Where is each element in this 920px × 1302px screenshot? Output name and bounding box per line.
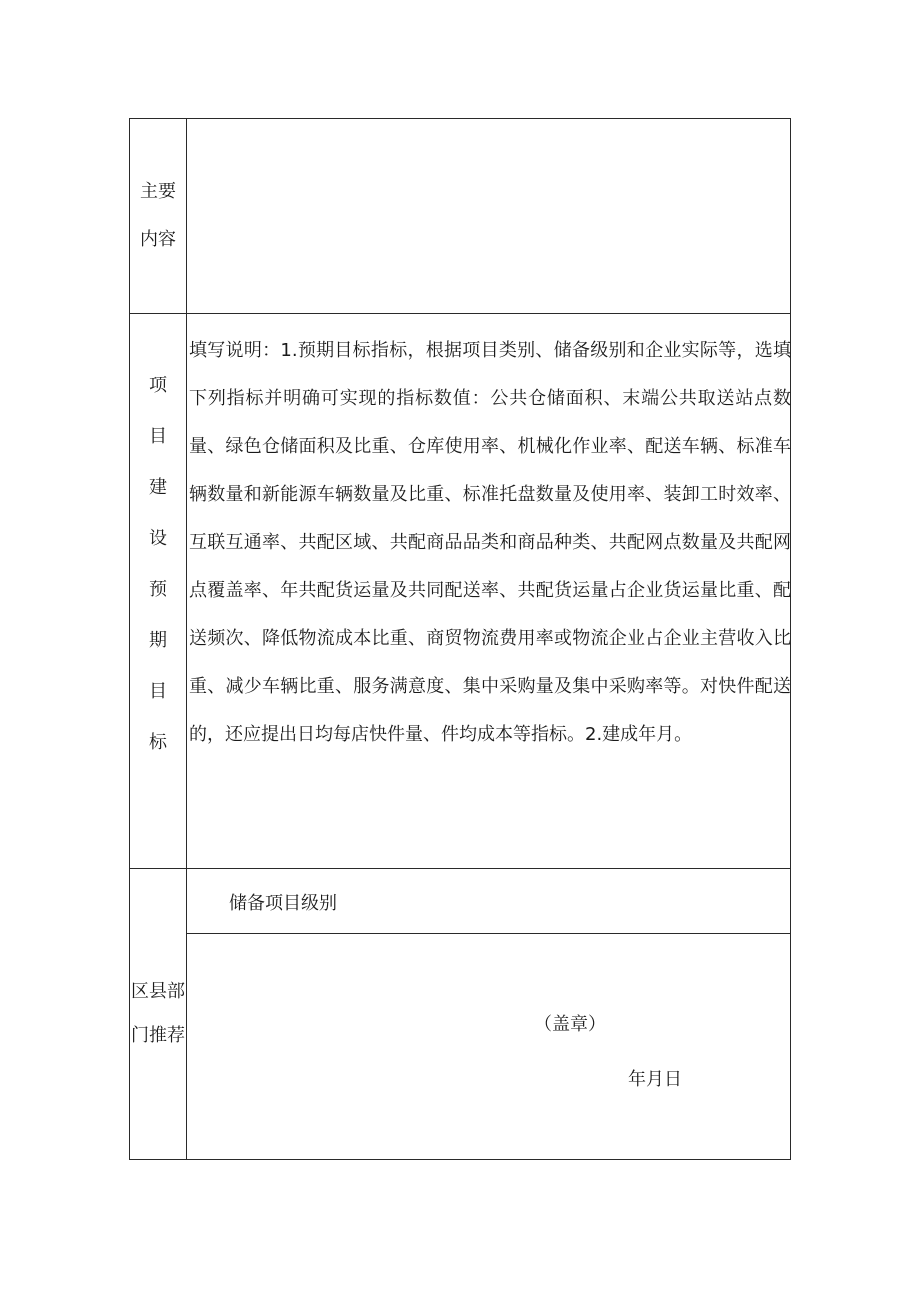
county-label-line2: 门推荐: [131, 1025, 185, 1046]
main-content-row: [130, 119, 790, 314]
county-recommendation-row: [130, 869, 790, 1159]
project-goal-label-char: 建: [149, 477, 167, 498]
seal-placeholder: （盖章）: [534, 1014, 606, 1035]
reserve-level-row[interactable]: [187, 869, 790, 934]
fill-instructions: 填写说明：1.预期目标指标，根据项目类别、储备级别和企业实际等，选填下列指标并明确可实现的指标数值：公共仓储面积、末端公共取送站点数量、绿色仓储面积及比重、仓库使用率、机械化作业率、配送车辆、标准车辆数量和新能源车辆数量及比重、标准托盘数量及使用率、装卸工时效率、互联互通率、共配区域、共配商品品类和商品种类、共配网点数量及共配网点覆盖率、年共配货运量及共同配送率、共配货运量占企业货运量比重、配送频次、降低物流成本比重、商贸物流费用率或物流企业占企业主营收入比重、减少车辆比重、服务满意度、集中采购量及集中采购率等。对快件配送的，还应提出日均每店快件量、件均成本等指标。2.建成年月。: [189, 340, 791, 745]
main-content-label-line2: 内容: [140, 229, 176, 250]
project-goal-label-char: 设: [149, 528, 167, 549]
application-form-table: [129, 118, 791, 1160]
project-goal-label-char: 期: [149, 630, 167, 651]
reserve-level-label: 储备项目级别: [229, 893, 337, 914]
county-recommendation-field: [187, 869, 790, 1159]
project-goal-field[interactable]: [187, 314, 790, 868]
project-goal-label-char: 预: [149, 579, 167, 600]
county-recommendation-label: [130, 869, 187, 1159]
main-content-label-line1: 主要: [140, 181, 176, 202]
project-goal-label: [130, 314, 187, 868]
project-goal-row: [130, 314, 790, 869]
project-goal-label-char: 目: [149, 681, 167, 702]
main-content-field[interactable]: [187, 119, 790, 313]
main-content-label: [130, 119, 187, 313]
project-goal-label-char: 项: [149, 375, 167, 396]
date-placeholder: 年月日: [628, 1069, 682, 1090]
project-goal-label-char: 目: [149, 426, 167, 447]
county-label-line1: 区县部: [131, 981, 185, 1002]
project-goal-label-char: 标: [149, 732, 167, 753]
